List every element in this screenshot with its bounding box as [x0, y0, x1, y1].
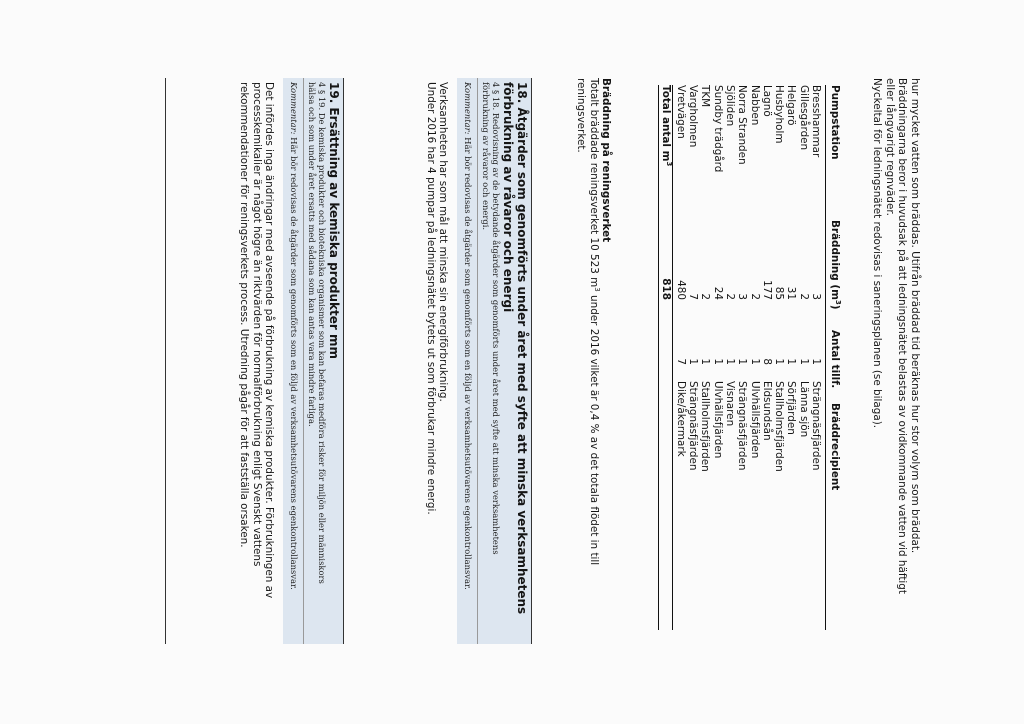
- section-19-comment-band: [283, 78, 304, 644]
- table-total-row: [658, 85, 673, 630]
- section-19-header: [304, 78, 343, 644]
- table-row: [810, 85, 822, 630]
- station-cell: Vretvägen: [674, 85, 687, 139]
- count-cell: 1: [773, 358, 786, 365]
- intro-line: Bräddningarna beror i huvudsak på att ledningsnätet belastas av ovidkommande vatten vid häftigt: [896, 78, 909, 594]
- table-row: [761, 85, 773, 630]
- count-cell: 1: [711, 358, 724, 365]
- intro-line: eller långvarigt regnväder.: [883, 78, 896, 216]
- section-18-body-line: Under 2016 har 4 pumpar på ledningsnätet bytets ut som förbrukar mindre energi.: [424, 82, 437, 515]
- header-station: Pumpstation: [829, 85, 841, 160]
- station-cell: Lagnö: [760, 85, 773, 117]
- recipient-cell: Ulvhällsfjärden: [711, 381, 724, 459]
- table-row: [773, 85, 785, 630]
- section-19-body-line: processkemikalier är något högre än riktvärden för normalförbrukning enligt Svenskt vattens: [250, 82, 263, 567]
- volume-cell: 2: [699, 293, 712, 300]
- count-cell: 1: [736, 358, 749, 365]
- overflow-heading: Bräddning på reningsverket: [600, 78, 612, 243]
- volume-cell: 3: [810, 293, 822, 300]
- table-row: [699, 85, 711, 630]
- volume-cell: 177: [760, 280, 773, 300]
- table-row: [736, 85, 748, 630]
- volume-cell: 2: [723, 293, 736, 300]
- section-19-body: [228, 78, 283, 644]
- recipient-cell: Ulvhällsfjärden: [748, 381, 761, 459]
- recipient-cell: Eldsundsån: [760, 381, 773, 441]
- section-19-comment: Kommentar: Här bör redovisas de åtgärder som genomförts som en följd av verksamhetsutövarens egenkontrollansvar.: [289, 82, 300, 590]
- section-19-body-line: Det infördes inga ändringar med avseende på förbrukning av kemiska produkter. Förbrukningen av: [263, 82, 276, 599]
- header-recipient: Bräddrecipient: [829, 403, 841, 491]
- treatment-plant-overflow: [575, 78, 612, 638]
- count-cell: 8: [760, 358, 773, 365]
- volume-cell: 24: [711, 286, 724, 300]
- section-18-body: [414, 78, 457, 644]
- station-cell: Husbyholm: [773, 85, 786, 144]
- section-18-title: 18. Åtgärder som genomförts under året med syfte att minska verksamhetens: [515, 82, 529, 615]
- recipient-cell: Stallholmsfjärden: [699, 381, 712, 472]
- count-cell: 7: [674, 358, 687, 365]
- section-19-legal: 4 § 19. De kemiska produkter och biotekniska organismer som kan befaras medföra risker för miljön eller människors: [317, 82, 327, 584]
- recipient-cell: Länna sjön: [797, 381, 810, 438]
- volume-cell: 3: [736, 293, 749, 300]
- header-volume: Bräddning $(m^3)$: [829, 220, 842, 310]
- station-cell: Helgarö: [785, 85, 798, 126]
- table-header-row: [825, 85, 844, 630]
- total-volume: 818: [660, 278, 673, 300]
- recipient-cell: Strängnäsfjärden: [687, 381, 700, 471]
- station-cell: Sjöliden: [723, 85, 736, 127]
- intro-line: hur mycket vatten som bräddas. Utifrån bräddad tid beräknas hur stor volym som bräddat.: [909, 78, 921, 554]
- table-row: [687, 85, 699, 630]
- intro-text: [871, 78, 921, 638]
- count-cell: 1: [797, 358, 810, 365]
- section-19-title: 19. Ersättning av kemiska produkter mm: [327, 82, 341, 359]
- volume-cell: 2: [797, 293, 810, 300]
- station-cell: Gillesgården: [797, 85, 810, 151]
- station-cell: Bresshammar: [810, 85, 822, 158]
- volume-cell: 85: [773, 286, 786, 300]
- overflow-text: Totalt bräddade reningsverket 10 523 $m^3$ under 2016 vilket är 0,4 % av det totala flödet in till: [587, 78, 601, 566]
- count-cell: 1: [699, 358, 712, 365]
- intro-line: Nyckeltal för ledningsnätet redovisas i saneringsplanen (se bilaga).: [871, 78, 884, 429]
- section-19: [165, 78, 344, 644]
- recipient-cell: Stallholmsfjärden: [773, 381, 786, 472]
- station-cell: TKM: [699, 85, 712, 108]
- header-count: Antal tillf.: [829, 330, 841, 389]
- table-row: [724, 85, 736, 630]
- volume-cell: 7: [687, 293, 700, 300]
- count-cell: 1: [748, 358, 761, 365]
- table-row: [785, 85, 797, 630]
- section-18: [342, 78, 532, 644]
- table-row: [748, 85, 760, 630]
- section-18-legal-line2: förbrukning av råvaror och energi.: [480, 82, 491, 231]
- recipient-cell: Strängnäsfjärden: [736, 381, 749, 471]
- section-18-legal: 4 § 18. Redovisning av de betydande åtgärder som genomförts under året med syfte att minska verksamhetens: [491, 82, 501, 555]
- section-18-comment: Kommentar: Här bör redovisas de åtgärder som genomförts som en följd av verksamhetsutövarens egenkontrollansvar.: [463, 82, 474, 590]
- section-18-comment-band: [457, 78, 478, 644]
- table-body: [674, 85, 822, 630]
- section-18-header: [478, 78, 531, 644]
- volume-cell: 31: [785, 286, 798, 300]
- recipient-cell: Visnaren: [723, 381, 736, 427]
- total-label: Total antal $m^3$: [660, 85, 674, 167]
- overflow-text-line2: reningsverket.: [575, 78, 588, 153]
- section-19-legal-line2: hälsa och som under året ersatts med sådana som kan antas vara mindre farliga.: [306, 82, 317, 427]
- table-row: [711, 85, 723, 630]
- station-cell: Sundby trädgård: [711, 85, 724, 173]
- count-cell: 1: [785, 358, 798, 365]
- station-cell: Nabben: [748, 85, 761, 126]
- section-18-title-line2: förbrukning av råvaror och energi: [501, 82, 515, 313]
- section-18-body-line: Verksamheten har som mål att minska sin energiförbrukning.: [437, 82, 450, 402]
- count-cell: 1: [687, 358, 700, 365]
- recipient-cell: Dike/åkermark: [674, 381, 687, 457]
- count-cell: 1: [810, 358, 822, 365]
- station-cell: Norra Stranden: [736, 85, 749, 165]
- table-row: [797, 85, 809, 630]
- count-cell: 1: [723, 358, 736, 365]
- recipient-cell: Sörfjärden: [785, 381, 798, 435]
- station-cell: Vargholmen: [687, 85, 700, 148]
- volume-cell: 480: [674, 280, 687, 300]
- section-19-body-line: rekommendationer för reningsverkets process. Utredning pågår för att fastställa orsaken.: [238, 82, 251, 548]
- pump-station-table: [658, 85, 844, 630]
- recipient-cell: Strängnäsfjärden: [810, 381, 822, 471]
- volume-cell: 2: [748, 293, 761, 300]
- table-row: [674, 85, 686, 630]
